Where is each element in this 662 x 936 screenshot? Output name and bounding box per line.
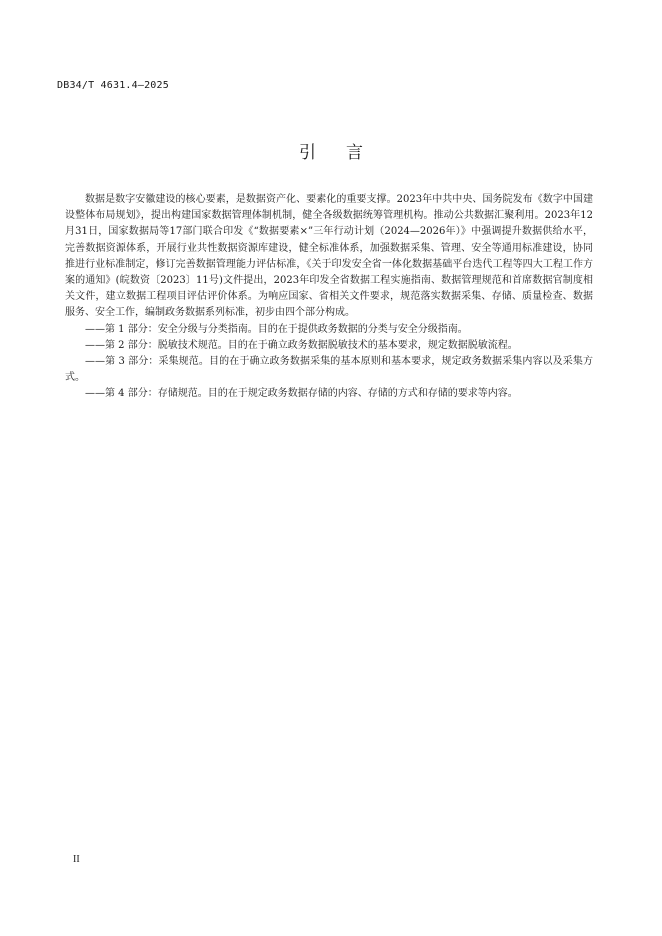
page-number: II bbox=[73, 854, 80, 865]
intro-paragraph: 数据是数字安徽建设的核心要素，是数据资产化、要素化的重要支撑。2023年中共中央、国务院发布《数字中国建设整体布局规划》，提出构建国家数据管理体制机制，健全各级数据统筹管理机构。推动公共数据汇聚利用。2023年12月31日，国家数据局等17部门联合印发《“数据要素×”三年行动计划（2024—2026年）》中强调提升数据供给水平，完善数据资源体系，开展行业共性数据资源库建设，健全标准体系，加强数据采集、管理、安全等通用标准建设，协同推进行业标准制定，修订完善数据管理能力评估标准，《关于印发安全省一体化数据基础平台迭代工程等四大工程工作方案的通知》(皖数资〔2023〕11号)文件提出，2023年印发全省数据工程实施指南、数据管理规范和首席数据官制度相关文件，建立数据工程项目评估评价体系。为响应国家、省相关文件要求，规范落实数据采集、存储、质量检查、数据服务、安全工作，编制政务数据系列标准，初步由四个部分构成。 bbox=[65, 194, 593, 319]
section-title: 引言 bbox=[299, 143, 393, 163]
part-4-item: ——第 4 部分：存储规范。目的在于规定政务数据存储的内容、存储的方式和存储的要求等内容。 bbox=[85, 388, 518, 400]
part-2-item: ——第 2 部分：脱敏技术规范。目的在于确立政务数据脱敏技术的基本要求，规定数据脱敏流程。 bbox=[85, 339, 518, 351]
part-1-item: ——第 1 部分：安全分级与分类指南。目的在于提供政务数据的分类与安全分级指南。 bbox=[85, 323, 468, 335]
body-text bbox=[65, 192, 593, 403]
document-code: DB34/T 4631.4—2025 bbox=[57, 80, 169, 91]
part-3-item: ——第 3 部分：采集规范。目的在于确立政务数据采集的基本原则和基本要求，规定政务数据采集内容以及采集方式。 bbox=[65, 356, 593, 384]
